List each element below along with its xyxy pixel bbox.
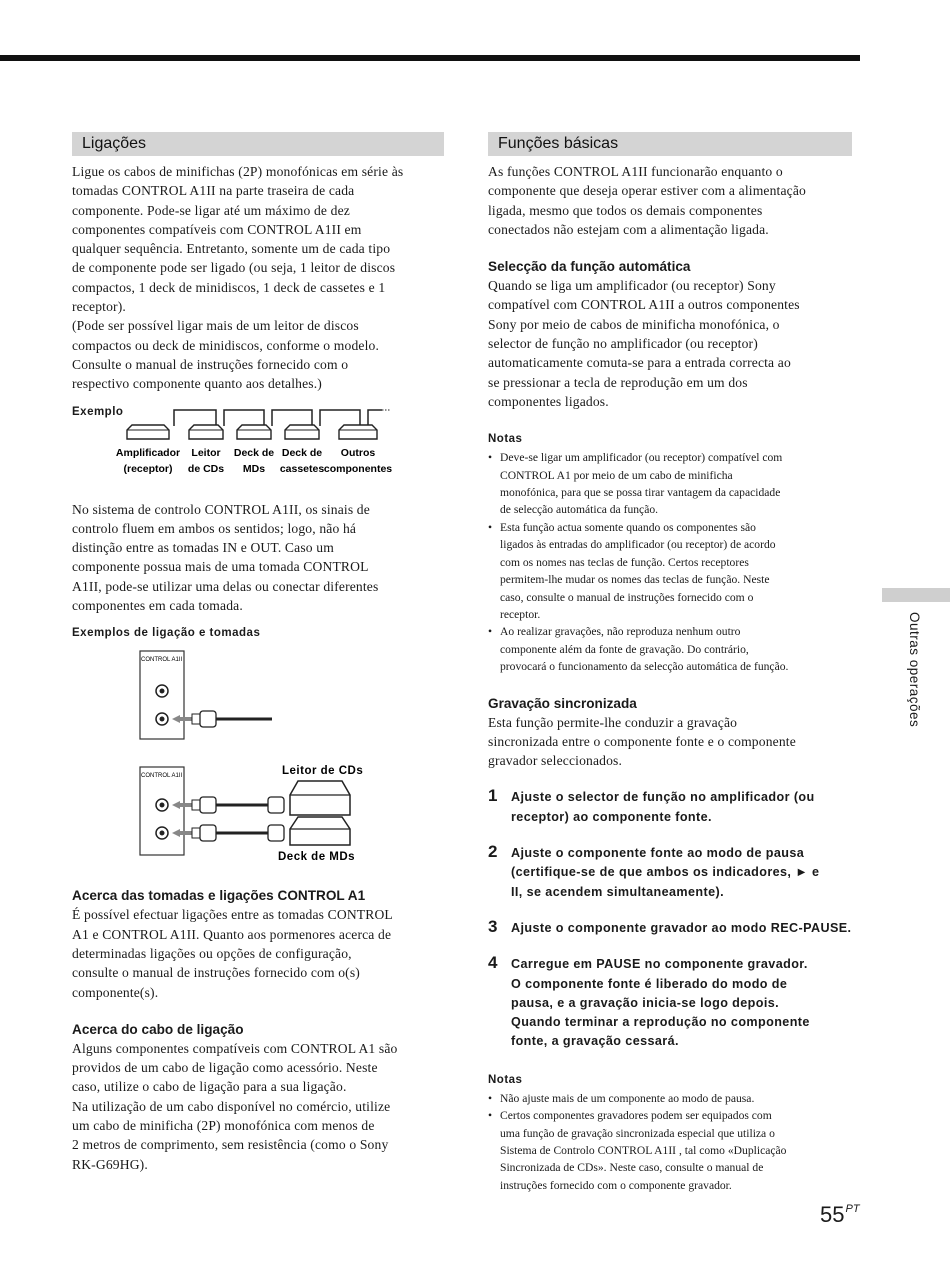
text-line: compactos ou deck de minidiscos, conforme o modelo. bbox=[72, 337, 380, 353]
note-item bbox=[488, 519, 852, 623]
text-line: componente que deseja operar estiver com a alimentação bbox=[488, 183, 806, 199]
example-device-label: componentes bbox=[323, 462, 393, 475]
page-number bbox=[820, 1202, 860, 1228]
steps-list bbox=[488, 788, 852, 1051]
step-number: 4 bbox=[488, 953, 498, 973]
auto-select-heading: Selecção da função automática bbox=[488, 259, 691, 275]
example-device-box bbox=[339, 425, 377, 439]
text-line: A1II, pode-se utilizar uma delas ou conectar diferentes bbox=[72, 578, 379, 594]
note-line: monofónica, para que se possa tirar vantagem da capacidade bbox=[500, 486, 781, 500]
text-line: RK-G69HG). bbox=[72, 1156, 148, 1172]
text-line: Sony por meio de cabos de minificha monofónica, o bbox=[488, 316, 780, 332]
step-line: Ajuste o componente gravador ao modo REC-PAUSE. bbox=[511, 920, 852, 935]
note-line: componente além da fonte de gravação. Do contrário, bbox=[500, 642, 749, 656]
control-paragraph bbox=[72, 500, 444, 616]
note-line: com os nomes nas teclas de função. Certos receptores bbox=[500, 555, 749, 569]
note-line: instruções fornecido com o componente gravador. bbox=[500, 1178, 732, 1192]
text-line: sincronizada entre o componente fonte e o componente bbox=[488, 733, 796, 749]
note-item bbox=[488, 1107, 852, 1194]
step-text bbox=[511, 788, 852, 827]
text-line: se pressionar a tecla de reprodução em um dos bbox=[488, 374, 748, 390]
right-column bbox=[488, 132, 852, 1194]
example-label: Exemplo bbox=[72, 405, 124, 418]
notes-label-1: Notas bbox=[488, 433, 523, 446]
text-line: Na utilização de um cabo disponível no comércio, utilize bbox=[72, 1098, 391, 1114]
device-labels bbox=[116, 447, 392, 475]
text-line: distinção entre as tomadas IN e OUT. Caso um bbox=[72, 540, 334, 556]
cd-player-box bbox=[290, 781, 350, 815]
step-line: (certifique-se de que ambos os indicadores, ► e bbox=[511, 865, 820, 880]
text-line: componente(s). bbox=[72, 984, 159, 1000]
text-line: caso, utilize o cabo de ligação para a sua ligação. bbox=[72, 1079, 347, 1095]
example-device-label: MDs bbox=[242, 462, 266, 475]
step-text bbox=[511, 844, 852, 902]
functions-intro bbox=[488, 162, 852, 239]
text-line: receptor). bbox=[72, 299, 126, 315]
example-device-box bbox=[189, 425, 223, 439]
section-heading-funcoes: Funções básicas bbox=[488, 132, 852, 156]
text-line: Consulte o manual de instruções fornecido com o bbox=[72, 356, 349, 372]
text-line: de componente pode ser ligado (ou seja, 1 leitor de discos bbox=[72, 260, 396, 276]
panel-label-1: CONTROL A1II bbox=[141, 657, 183, 664]
about-cable-paragraph bbox=[72, 1039, 444, 1174]
page-number-value: 55 bbox=[820, 1202, 845, 1227]
example-device-label: Leitor bbox=[191, 446, 221, 459]
side-tab-label: Outras operações bbox=[907, 612, 922, 728]
step-line: Carregue em PAUSE no componente gravador. bbox=[511, 957, 808, 972]
section-heading-ligacoes: Ligações bbox=[72, 132, 444, 156]
step-line: Quando terminar a reprodução no componente bbox=[511, 1015, 810, 1030]
step-text bbox=[511, 955, 852, 1051]
text-line: É possível efectuar ligações entre as tomadas CONTROL bbox=[72, 907, 393, 923]
notes-list-2 bbox=[488, 1090, 852, 1194]
sync-recording-heading: Gravação sincronizada bbox=[488, 695, 637, 711]
cd-player-label: Leitor de CDs bbox=[282, 765, 364, 778]
note-item bbox=[488, 449, 852, 519]
text-line: componente possua mais de uma tomada CONTROL bbox=[72, 559, 369, 575]
text-line: As funções CONTROL A1II funcionarão enquanto o bbox=[488, 164, 783, 179]
note-line: ligados às entradas do amplificador (ou receptor) de acordo bbox=[500, 538, 776, 552]
about-jacks-heading: Acerca das tomadas e ligações CONTROL A1 bbox=[72, 888, 366, 904]
step-line: pausa, e a gravação inicia-se logo depois. bbox=[511, 995, 780, 1010]
step-text bbox=[511, 919, 852, 938]
auto-select-paragraph bbox=[488, 276, 852, 411]
text-line: compactos, 1 deck de minidiscos, 1 deck de cassetes e 1 bbox=[72, 279, 386, 295]
text-line: controlo fluem em ambos os sentidos; logo, não há bbox=[72, 520, 357, 536]
intro-paragraph bbox=[72, 162, 444, 394]
note-line: Certos componentes gravadores podem ser equipados com bbox=[500, 1109, 772, 1123]
note-line: Não ajuste mais de um componente ao modo de pausa. bbox=[500, 1091, 755, 1105]
step-line: II, se acendem simultaneamente). bbox=[511, 884, 724, 899]
example-device-label: Deck de bbox=[281, 446, 323, 459]
text-line: 2 metros de comprimento, sem resistência (como o Sony bbox=[72, 1137, 389, 1153]
example-device-label: cassetes bbox=[279, 462, 325, 475]
step-number: 3 bbox=[488, 916, 498, 936]
device-boxes bbox=[127, 425, 377, 439]
sync-recording-paragraph bbox=[488, 713, 852, 771]
jack-diagram bbox=[72, 645, 444, 885]
text-line: automaticamente comuta-se para a entrada correcta ao bbox=[488, 355, 791, 371]
note-item bbox=[488, 623, 852, 675]
text-line: componentes ligados. bbox=[488, 393, 609, 409]
example-figure bbox=[72, 396, 444, 494]
text-line: Quando se liga um amplificador (ou receptor) Sony bbox=[488, 278, 776, 294]
text-line: gravador seleccionados. bbox=[488, 753, 623, 769]
jack-examples-figure bbox=[72, 625, 444, 885]
step-3 bbox=[488, 916, 852, 938]
text-line: conectados não estejam com a alimentação ligada. bbox=[488, 221, 769, 237]
note-item bbox=[488, 1090, 852, 1107]
text-line: um cabo de minificha (2P) monofónica com menos de bbox=[72, 1118, 375, 1134]
text-line: componentes compatíveis com CONTROL A1II em bbox=[72, 221, 362, 237]
note-line: Sincronizada de CDs». Neste caso, consulte o manual de bbox=[500, 1161, 764, 1175]
text-line: componentes em cada tomada. bbox=[72, 598, 243, 614]
example-device-box bbox=[127, 425, 169, 439]
text-line: Alguns componentes compatíveis com CONTROL A1 são bbox=[72, 1040, 398, 1056]
example-device-label: Outros bbox=[340, 446, 376, 459]
note-line: provocará o funcionamento da selecção automática de função. bbox=[500, 660, 789, 674]
text-line: Esta função permite-lhe conduzir a gravação bbox=[488, 714, 738, 730]
notes-label-2: Notas bbox=[488, 1073, 523, 1086]
example-device-label: (receptor) bbox=[123, 462, 173, 475]
note-line: Esta função actua somente quando os componentes são bbox=[500, 520, 756, 534]
text-line: No sistema de controlo CONTROL A1II, os sinais de bbox=[72, 501, 370, 517]
note-line: receptor. bbox=[500, 607, 541, 621]
step-line: receptor) ao componente fonte. bbox=[511, 809, 712, 824]
text-line: componente. Pode-se ligar até um máximo de dez bbox=[72, 202, 350, 218]
page-language-suffix: PT bbox=[845, 1203, 860, 1215]
step-number: 2 bbox=[488, 842, 498, 862]
text-line: determinadas ligações ou opções de configuração, bbox=[72, 945, 352, 961]
left-column bbox=[72, 132, 444, 1174]
step-line: Ajuste o selector de função no amplificador (ou bbox=[511, 790, 815, 805]
text-line: ligada, mesmo que todos os demais componentes bbox=[488, 202, 763, 218]
step-line: fonte, a gravação cessará. bbox=[511, 1034, 679, 1049]
note-line: Deve-se ligar um amplificador (ou receptor) compatível com bbox=[500, 451, 783, 465]
md-deck-label: Deck de MDs bbox=[278, 851, 356, 864]
note-line: caso, consulte o manual de instruções fornecido com o bbox=[500, 590, 754, 604]
step-4 bbox=[488, 955, 852, 1051]
text-line: (Pode ser possível ligar mais de um leitor de discos bbox=[72, 318, 359, 334]
note-line: CONTROL A1 por meio de um cabo de minificha bbox=[500, 468, 733, 482]
note-line: permitem-lhe mudar os nomes das teclas de função. Neste bbox=[500, 573, 770, 587]
example-device-label: Deck de bbox=[233, 446, 275, 459]
example-device-box bbox=[237, 425, 271, 439]
jack-examples-label: Exemplos de ligação e tomadas bbox=[72, 627, 261, 640]
example-device-label: Amplificador bbox=[115, 446, 181, 459]
step-line: O componente fonte é liberado do modo de bbox=[511, 976, 788, 991]
text-line: compatível com CONTROL A1II a outros componentes bbox=[488, 297, 800, 313]
side-tab-bar bbox=[882, 588, 950, 602]
text-line: selector de função no amplificador (ou receptor) bbox=[488, 336, 758, 352]
md-deck-box bbox=[290, 817, 350, 845]
text-line: providos de um cabo de ligação como acessório. Neste bbox=[72, 1060, 378, 1076]
top-rule bbox=[0, 55, 860, 61]
text-line: respectivo componente quanto aos detalhes.) bbox=[72, 376, 322, 392]
panel-label-2: CONTROL A1II bbox=[141, 773, 183, 780]
step-number: 1 bbox=[488, 786, 498, 806]
text-line: consulte o manual de instruções fornecido com o(s) bbox=[72, 965, 360, 981]
text-line: tomadas CONTROL A1II na parte traseira de cada bbox=[72, 183, 355, 199]
example-device-label: de CDs bbox=[187, 462, 225, 475]
note-line: de selecção automática da função. bbox=[500, 503, 659, 517]
text-line: Ligue os cabos de minifichas (2P) monofónicas em série às bbox=[72, 164, 404, 179]
about-jacks-paragraph bbox=[72, 905, 444, 1001]
text-line: A1 e CONTROL A1II. Quanto aos pormenores acerca de bbox=[72, 926, 392, 942]
about-cable-heading: Acerca do cabo de ligação bbox=[72, 1021, 244, 1037]
step-2 bbox=[488, 844, 852, 902]
notes-list-1 bbox=[488, 449, 852, 675]
text-line: qualquer sequência. Entretanto, somente um de cada tipo bbox=[72, 241, 391, 257]
step-line: Ajuste o componente fonte ao modo de pausa bbox=[511, 846, 805, 861]
step-1 bbox=[488, 788, 852, 827]
chain-diagram bbox=[72, 396, 444, 494]
note-line: Sistema de Controlo CONTROL A1II , tal como «Duplicação bbox=[500, 1143, 787, 1157]
note-line: Ao realizar gravações, não reproduza nenhum outro bbox=[500, 625, 741, 639]
note-line: uma função de gravação sincronizada especial que utiliza o bbox=[500, 1126, 775, 1140]
example-device-box bbox=[285, 425, 319, 439]
